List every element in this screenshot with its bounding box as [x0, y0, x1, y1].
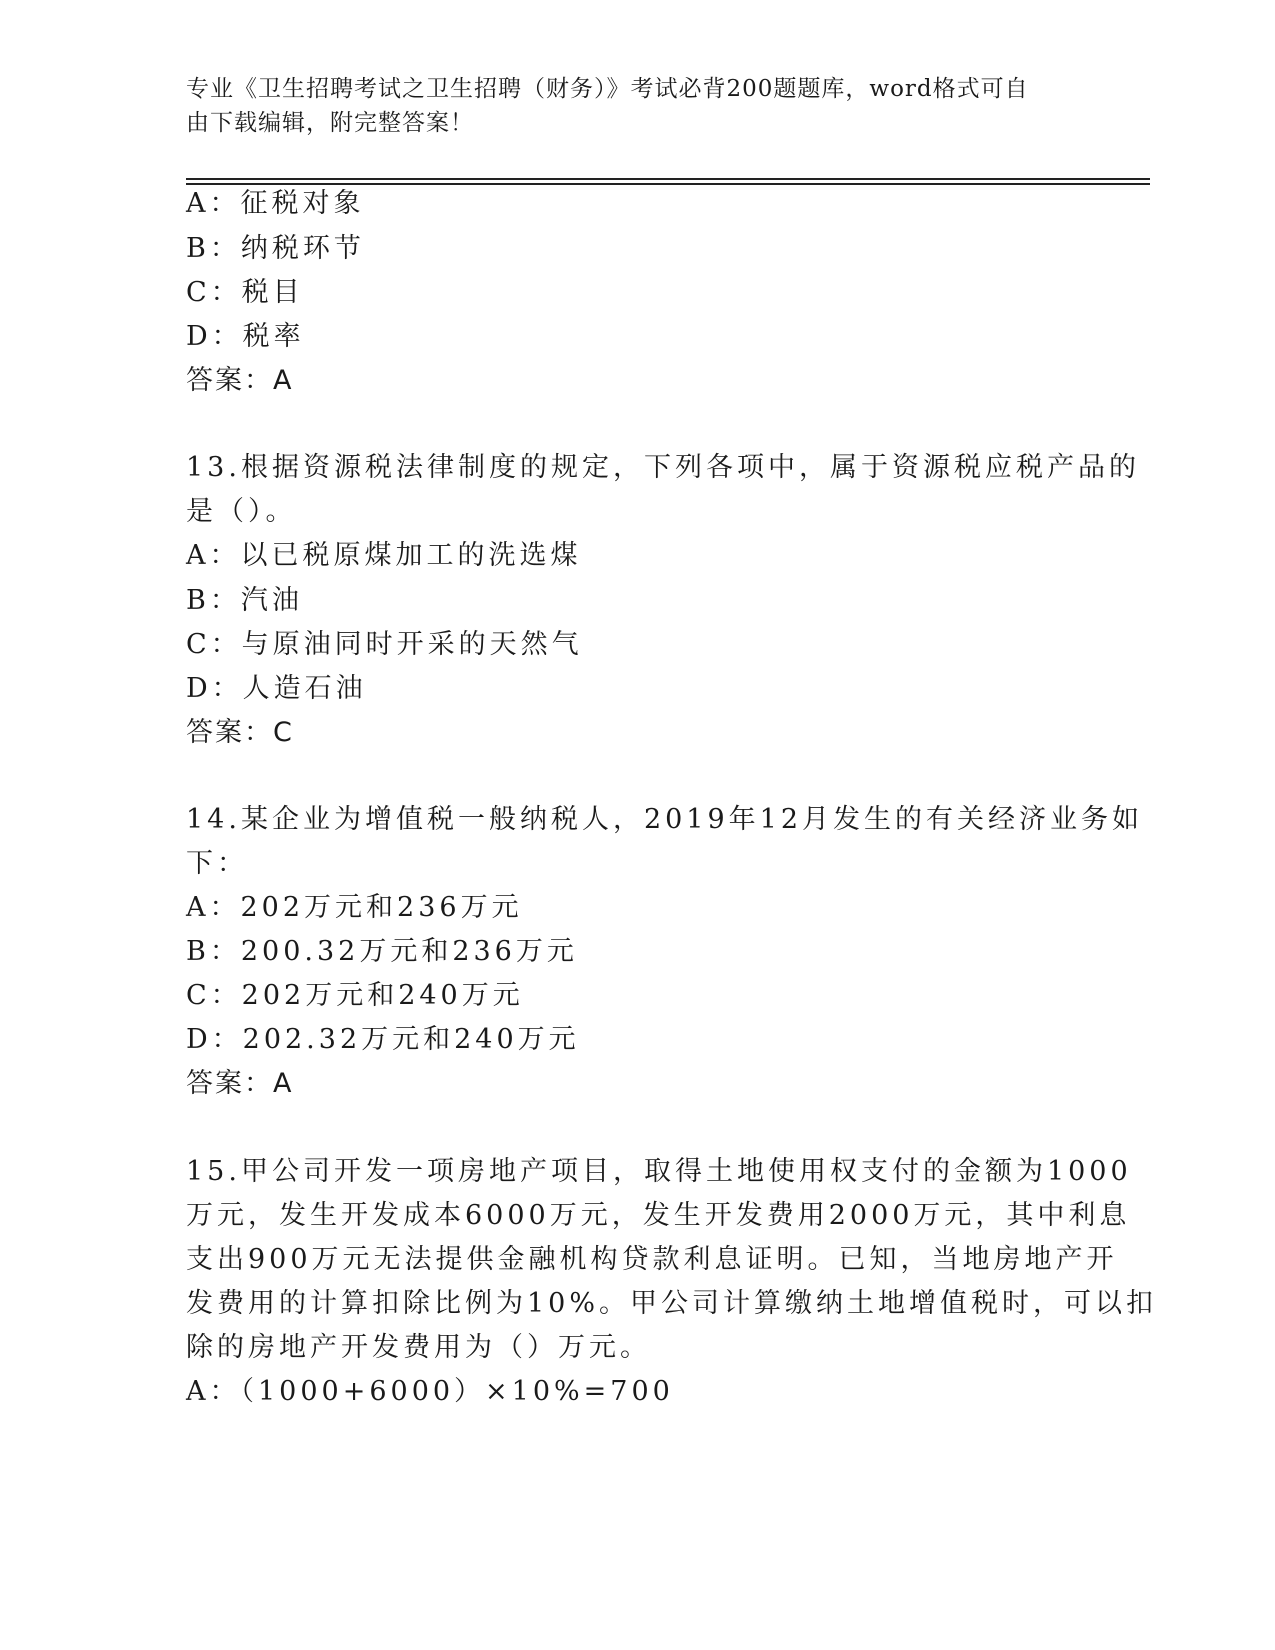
q13-option-a: A：以已税原煤加工的洗选煤: [186, 540, 582, 571]
q12-option-d: D：税率: [186, 321, 305, 352]
q13-option-b: B：汽油: [186, 585, 303, 616]
header-divider-top: [186, 178, 1150, 180]
q15-option-a: A：（1000+6000）×10%=700: [186, 1376, 674, 1407]
header-line-2: 由下载编辑，附完整答案！: [186, 110, 474, 136]
q15-stem-line-5: 除的房地产开发费用为（）万元。: [186, 1332, 651, 1363]
q15-stem-line-4: 发费用的计算扣除比例为10%。甲公司计算缴纳土地增值税时，可以扣: [186, 1288, 1158, 1319]
q12-option-b: B：纳税环节: [186, 233, 365, 264]
q14-option-a: A：202万元和236万元: [186, 892, 523, 923]
header-line-1: 专业《卫生招聘考试之卫生招聘（财务）》考试必背200题题库，word格式可自: [186, 76, 1029, 102]
q12-option-c: C：税目: [186, 277, 304, 308]
q12-option-a: A：征税对象: [186, 188, 365, 219]
q14-option-d: D：202.32万元和240万元: [186, 1024, 580, 1055]
q12-answer: 答案：A: [186, 365, 294, 396]
q15-stem-line-3: 支出900万元无法提供金融机构贷款利息证明。已知，当地房地产开: [186, 1244, 1118, 1275]
q14-option-b: B：200.32万元和236万元: [186, 936, 578, 967]
q14-stem-line-1: 14.某企业为增值税一般纳税人，2019年12月发生的有关经济业务如: [186, 804, 1144, 835]
document-header: [186, 72, 1066, 140]
q14-stem-line-2: 下：: [186, 848, 248, 879]
q15-stem-line-2: 万元，发生开发成本6000万元，发生开发费用2000万元，其中利息: [186, 1200, 1131, 1231]
q14-option-c: C：202万元和240万元: [186, 980, 524, 1011]
q15-stem-line-1: 15.甲公司开发一项房地产项目，取得土地使用权支付的金额为1000: [186, 1156, 1132, 1187]
q13-option-c: C：与原油同时开采的天然气: [186, 629, 583, 660]
q14-answer: 答案：A: [186, 1068, 294, 1099]
q13-option-d: D：人造石油: [186, 673, 367, 704]
header-divider-bottom: [186, 183, 1150, 185]
q13-stem-line-2: 是（）。: [186, 496, 297, 527]
q13-stem-line-1: 13.根据资源税法律制度的规定，下列各项中，属于资源税应税产品的: [186, 452, 1140, 483]
q13-answer: 答案：C: [186, 717, 294, 748]
